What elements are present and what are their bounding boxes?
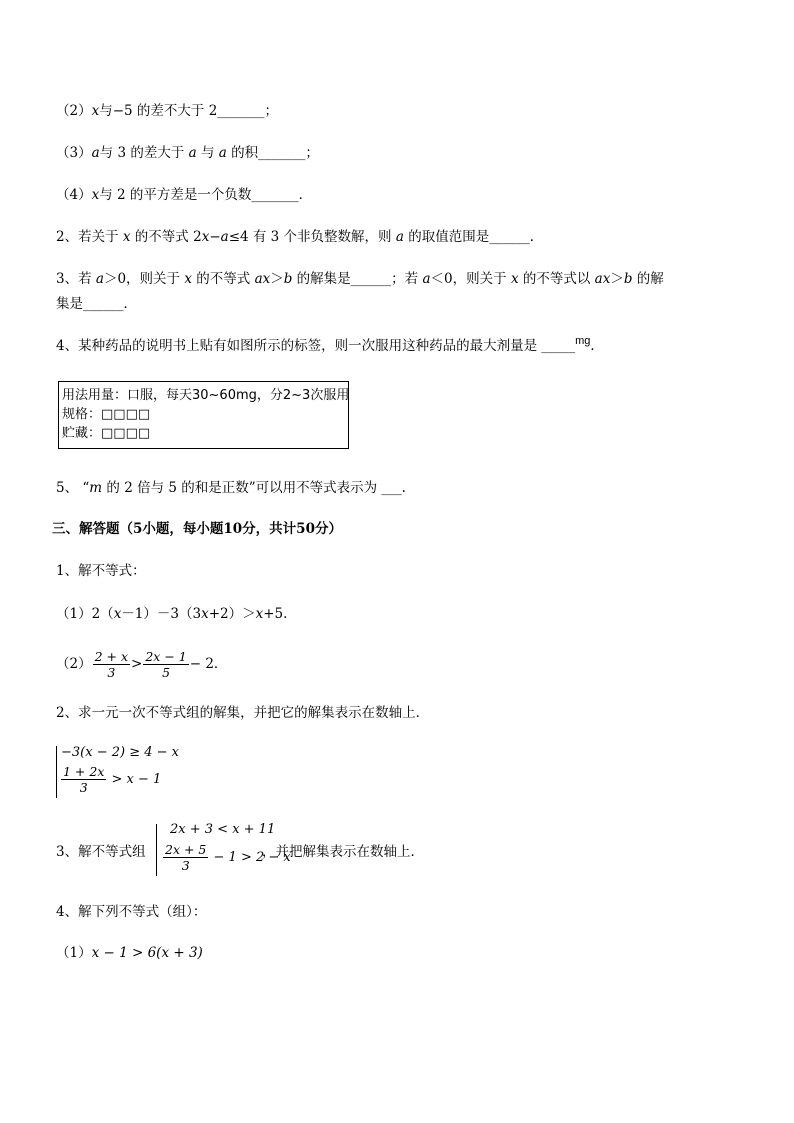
variable: x bbox=[122, 229, 131, 245]
denominator: 5 bbox=[162, 665, 171, 680]
solve-2-title bbox=[56, 703, 429, 723]
variable: a bbox=[395, 229, 404, 245]
question-text: 4、解下列不等式（组）： bbox=[56, 904, 207, 920]
question-text: 2、若关于 bbox=[56, 229, 123, 245]
question-text: ＜0，则关于 bbox=[430, 271, 511, 287]
expr-text: +2）＞ bbox=[208, 606, 256, 622]
item-number: （2） bbox=[56, 103, 92, 119]
question-text: ＞ bbox=[270, 271, 284, 287]
question-text: 2、求一元一次不等式组的解集，并把它的解集表示在数轴上． bbox=[56, 705, 430, 721]
item-number: （3） bbox=[56, 145, 92, 161]
variable: x bbox=[255, 606, 264, 622]
expr-text: （1）2（ bbox=[56, 606, 114, 622]
label-dosage: 用法用量：口服，每天30~60mg，分2~3次服用 bbox=[62, 388, 350, 403]
question-text: ＞0，则关于 bbox=[103, 271, 185, 287]
variable: a bbox=[95, 271, 104, 287]
question-text: ． bbox=[590, 338, 604, 354]
item-text: 与 2 的平方差是一个负数_______． bbox=[99, 187, 313, 203]
solve-1-part-2 bbox=[56, 646, 227, 682]
question-3-line-2 bbox=[56, 294, 137, 314]
item-number: （2） bbox=[56, 656, 92, 672]
question-text: 1、解不等式： bbox=[56, 563, 146, 579]
expr-text: －1）－3（3 bbox=[121, 606, 202, 622]
inequality-system-3 bbox=[156, 820, 291, 880]
solve-3-post bbox=[262, 842, 424, 862]
question-text: 4、某种药品的说明书上贴有如图所示的标签，则一次服用这种药品的最大剂量是 _____ bbox=[56, 338, 576, 354]
variable: x bbox=[113, 606, 122, 622]
item-number: （4） bbox=[56, 187, 92, 203]
unit-label: mg bbox=[575, 335, 591, 347]
variable: a bbox=[91, 145, 100, 161]
brace-icon bbox=[156, 824, 157, 876]
brace-icon bbox=[56, 746, 57, 798]
variable: m bbox=[89, 480, 103, 496]
expr-text: x − 1 > 6(x + 3) bbox=[91, 945, 203, 961]
question-text: 的 2 倍与 5 的和是正数”可以用不等式表示为 ___. bbox=[102, 480, 406, 496]
label-storage: 贮藏：□□□□ bbox=[62, 426, 151, 441]
denominator: 3 bbox=[181, 858, 190, 873]
item-text: 的积_______； bbox=[226, 145, 319, 161]
system-row-1: −3(x − 2) ≥ 4 − x bbox=[61, 745, 179, 760]
numerator: 2 + x bbox=[94, 649, 129, 664]
question-text: 集是______． bbox=[56, 296, 137, 312]
expr-text: > x − 1 bbox=[107, 772, 162, 787]
question-4 bbox=[56, 336, 604, 357]
expr-text: − 1 > 2 − x bbox=[209, 850, 291, 865]
numerator: 2x − 1 bbox=[145, 649, 187, 664]
system-row-1: 2x + 3 < x + 11 bbox=[170, 822, 276, 837]
fraction bbox=[143, 649, 188, 680]
item-text: 与−5 的差不大于 2_______； bbox=[99, 103, 279, 119]
item-3 bbox=[56, 143, 319, 163]
operator: > bbox=[131, 656, 143, 672]
variable: a bbox=[188, 145, 197, 161]
question-text: ＞ bbox=[610, 271, 624, 287]
numerator: 1 + 2x bbox=[63, 764, 105, 779]
variable: x bbox=[91, 187, 100, 203]
variable: x bbox=[91, 103, 100, 119]
variable: b bbox=[623, 271, 633, 287]
solve-1-title bbox=[56, 561, 146, 581]
question-5 bbox=[56, 478, 406, 498]
fraction bbox=[163, 842, 208, 873]
question-text: 的不等式 2 bbox=[130, 229, 202, 245]
question-text: ，并把解集表示在数轴上． bbox=[262, 844, 424, 860]
denominator: 3 bbox=[79, 780, 88, 795]
item-text: 与 3 的差大于 bbox=[99, 145, 189, 161]
question-text: 3、解不等式组 bbox=[56, 844, 146, 860]
question-text: 的解 bbox=[632, 271, 664, 287]
question-3-line-1 bbox=[56, 269, 664, 289]
solve-4-title bbox=[56, 902, 206, 922]
variable: a bbox=[218, 145, 227, 161]
item-2 bbox=[56, 101, 278, 121]
variable: ax bbox=[254, 271, 271, 287]
variable: a bbox=[220, 229, 229, 245]
question-text: 5、 “ bbox=[56, 480, 90, 496]
variable: x bbox=[510, 271, 519, 287]
fraction bbox=[61, 764, 106, 795]
solve-4-part-1 bbox=[56, 943, 203, 963]
minus-sign: − bbox=[209, 229, 221, 245]
item-number: （1） bbox=[56, 945, 92, 961]
expr-text: − 2． bbox=[189, 656, 228, 672]
variable: x bbox=[201, 229, 210, 245]
question-2 bbox=[56, 227, 543, 247]
variable: x bbox=[184, 271, 192, 287]
variable: ax bbox=[594, 271, 611, 287]
medicine-label bbox=[58, 381, 349, 449]
question-text: 的解集是______；若 bbox=[292, 271, 423, 287]
section-title bbox=[52, 519, 342, 539]
label-spec: 规格：□□□□ bbox=[62, 407, 151, 422]
numerator: 2x + 5 bbox=[165, 842, 207, 857]
expr-text: +5. bbox=[263, 606, 288, 622]
system-row-2 bbox=[60, 764, 161, 795]
variable: b bbox=[283, 271, 293, 287]
item-4 bbox=[56, 185, 312, 205]
question-text: 的取值范围是______． bbox=[403, 229, 544, 245]
fraction bbox=[93, 649, 130, 680]
question-text: ≤4 有 3 个非负整数解，则 bbox=[228, 229, 396, 245]
denominator: 3 bbox=[107, 665, 116, 680]
solve-3-pre bbox=[56, 842, 146, 862]
section-heading: 三、解答题（5小题，每小题10分，共计50分） bbox=[52, 521, 342, 537]
solve-1-part-1 bbox=[56, 604, 287, 624]
question-text: 的不等式 bbox=[191, 271, 255, 287]
variable: a bbox=[422, 271, 431, 287]
question-text: 的不等式以 bbox=[518, 271, 595, 287]
item-text: 与 bbox=[196, 145, 219, 161]
inequality-system-2 bbox=[56, 742, 196, 802]
question-text: 3、若 bbox=[56, 271, 96, 287]
variable: x bbox=[201, 606, 209, 622]
